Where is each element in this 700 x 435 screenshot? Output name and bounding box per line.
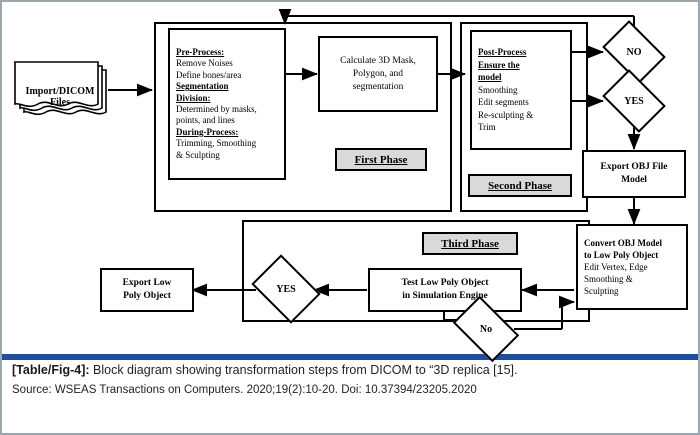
convert-obj-to-low-poly-box: Convert OBJ Model to Low Poly Object Edit Vertex, Edge Smoothing & Sculpting (576, 224, 688, 310)
decision-no2-diamond: No (458, 310, 514, 348)
caption-text (12, 363, 688, 379)
decision-yes2-diamond: YES (258, 268, 314, 310)
second-phase-label: Second Phase (468, 174, 572, 197)
pre-process-box: Pre-Process: Remove Noises Define bones/area Segmentation Division: Determined by masks, points, and lines During-Process: Trimming, Smoothing & Sculpting (168, 28, 286, 180)
caption-accent-rule (2, 357, 698, 360)
export-obj-file-model-box: Export OBJ File Model (582, 150, 686, 198)
figure-caption (2, 354, 698, 433)
third-phase-label: Third Phase (422, 232, 518, 255)
calculate-3d-mask-box: Calculate 3D Mask, Polygon, and segmentation (318, 36, 438, 112)
caption-tag: [Table/Fig-4]: (12, 363, 90, 377)
decision-yes-diamond: YES (608, 82, 660, 120)
decision-no-diamond: NO (608, 33, 660, 71)
caption-body: Block diagram showing transformation steps from DICOM to “3D replica [15]. (89, 363, 518, 377)
export-low-poly-object-box: Export Low Poly Object (100, 268, 194, 312)
import-dicom-label: Import/DICOM Files (25, 86, 95, 108)
post-process-box: Post-Process Ensure the model Smoothing Edit segments Re-sculpting & Trim (470, 30, 572, 150)
caption-source: Source: WSEAS Transactions on Computers. 2020;19(2):10-20. Doi: 10.37394/23205.2020 (12, 383, 477, 396)
block-diagram (2, 2, 698, 354)
test-low-poly-box: Test Low Poly Object in Simulation Engine (368, 268, 522, 312)
first-phase-label: First Phase (335, 148, 427, 171)
import-dicom-document (10, 60, 110, 124)
